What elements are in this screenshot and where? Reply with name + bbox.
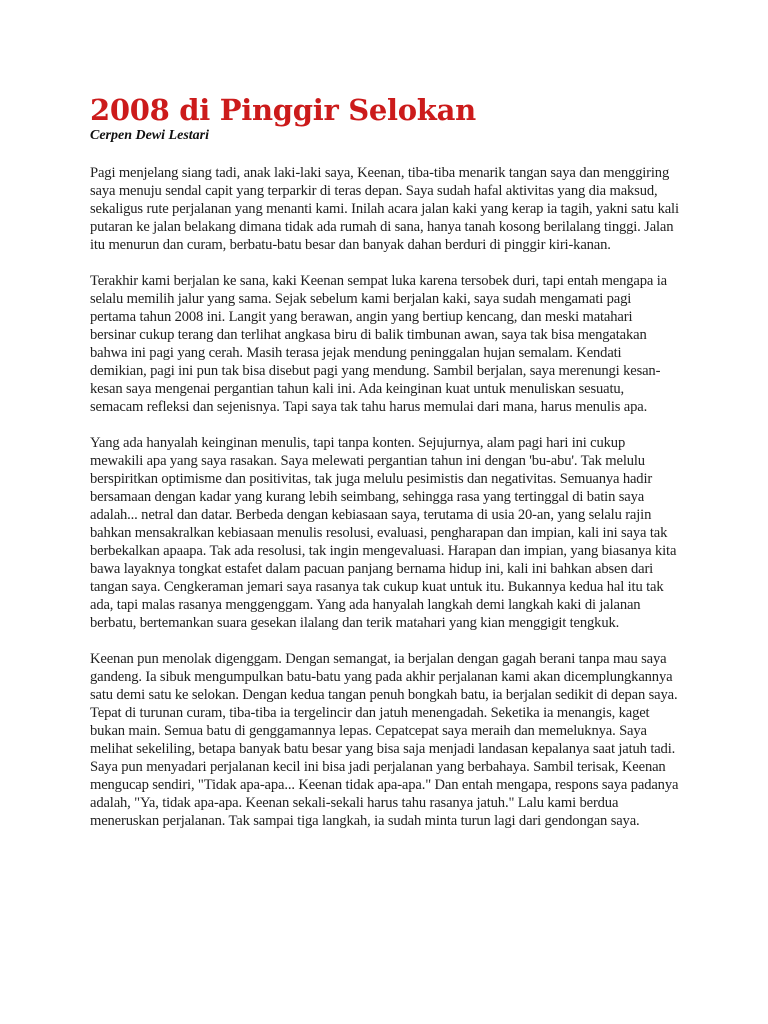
- paragraph-2: Terakhir kami berjalan ke sana, kaki Keenan sempat luka karena tersobek duri, tapi entah mengapa ia selalu memilih jalur yang sama. Sejak sebelum kami berjalan kaki, saya sudah mengamati pagi pertama tahun 2008 ini. Langit yang berawan, angin yang bertiup kencang, dan meski matahari bersinar cukup terang dan terlihat angkasa biru di balik timbunan awan, saya tak bisa mengatakan bahwa ini pagi yang cerah. Masih terasa jejak mendung peninggalan hujan semalam. Kendati demikian, pagi ini pun tak bisa disebut pagi yang mendung. Sambil berjalan, saya merenungi kesan-kesan saya mengenai pergantian tahun kali ini. Ada keinginan kuat untuk menuliskan sesuatu, semacam refleksi dan sejenisnya. Tapi saya tak tahu harus memulai dari mana, harus menulis apa.: [90, 273, 667, 415]
- document-title: 2008 di Pinggir Selokan: [90, 93, 476, 127]
- document-page: [90, 92, 680, 848]
- paragraph-4: Keenan pun menolak digenggam. Dengan semangat, ia berjalan dengan gagah berani tanpa mau saya gandeng. Ia sibuk mengumpulkan batu-batu yang pada akhir perjalanan kami akan dicemplungkannya satu demi satu ke selokan. Dengan kedua tangan penuh bongkah batu, ia berjalan sedikit di depan saya. Tepat di turunan curam, tiba-tiba ia tergelincir dan jatuh menengadah. Seketika ia menangis, kaget bukan main. Semua batu di genggamannya lepas. Cepatcepat saya meraih dan memeluknya. Saya melihat sekeliling, betapa banyak batu besar yang bisa saja menjadi landasan kepalanya saat jatuh tadi. Saya pun menyadari perjalanan kecil ini bisa jadi perjalanan yang berbahaya. Sambil terisak, Keenan mengucap sendiri, "Tidak apa-apa... Keenan tidak apa-apa." Dan entah mengapa, respons saya padanya adalah, "Ya, tidak apa-apa. Keenan sekali-sekali harus tahu rasanya jatuh." Lalu kami berdua meneruskan perjalanan. Tak sampai tiga langkah, ia sudah minta turun lagi dari gendongan saya.: [90, 651, 679, 829]
- document-subtitle: Cerpen Dewi Lestari: [90, 128, 209, 143]
- paragraph-3: Yang ada hanyalah keinginan menulis, tapi tanpa konten. Sejujurnya, alam pagi hari ini cukup mewakili apa yang saya rasakan. Saya melewati pergantian tahun ini dengan 'bu-abu'. Tak melulu berspiritkan optimisme dan positivitas, tak juga melulu pesimistis dan negativitas. Semuanya hadir bersamaan dengan kadar yang kurang lebih seimbang, sehingga rasa yang tertinggal di batin saya adalah... netral dan datar. Berbeda dengan kebiasaan saya, terutama di usia 20-an, yang selalu rajin bahkan mensakralkan kebiasaan menulis resolusi, evaluasi, pengharapan dan impian, kali ini saya tak berbekalkan apaapa. Tak ada resolusi, tak ingin mengevaluasi. Harapan dan impian, yang biasanya kita bawa layaknya tongkat estafet dalam pacuan panjang bernama hidup ini, kali ini bahkan absen dari tangan saya. Cengkeraman jemari saya rasanya tak cukup kuat untuk itu. Bukannya kedua hal itu tak ada, tapi malas rasanya menggenggam. Yang ada hanyalah langkah demi langkah kaki di jalanan berbatu, bertemankan suara gesekan ilalang dan terik matahari yang kian menggigit tengkuk.: [90, 435, 677, 631]
- paragraph-1: Pagi menjelang siang tadi, anak laki-laki saya, Keenan, tiba-tiba menarik tangan saya dan menggiring saya menuju sendal capit yang terparkir di teras depan. Saya sudah hafal aktivitas yang dia maksud, sekaligus rute perjalanan yang menanti kami. Inilah acara jalan kaki yang kerap ia tagih, yakni satu kali putaran ke jalan belakang dimana tidak ada rumah di sana, hanya tanah kosong berilalang tinggi. Jalan itu menurun dan curam, berbatu-batu besar dan banyak dahan berduri di pinggir kiri-kanan.: [90, 165, 679, 253]
